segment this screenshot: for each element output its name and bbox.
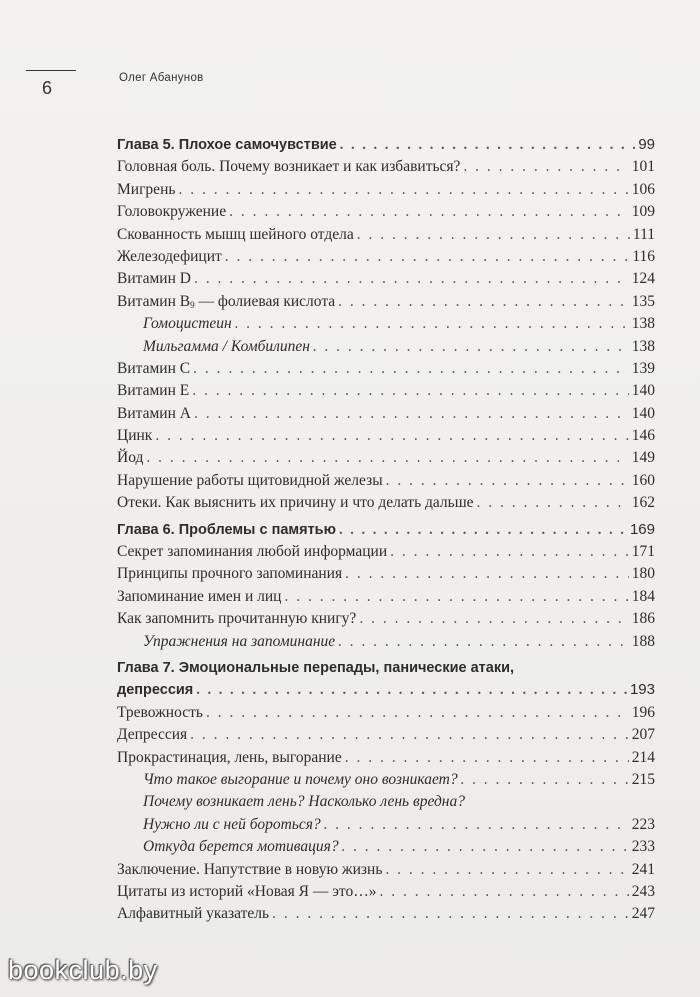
toc-entry-title: Секрет запоминания любой информации [117,543,388,561]
watermark-logo: bookclub.by [8,955,158,985]
dot-leader [190,724,629,746]
dot-leader [345,747,629,769]
running-head-author: Олег Абанунов [119,72,204,84]
toc-entry-page: 109 [631,203,655,221]
toc-entry-title: Витамин $B_9$ — фолиевая кислота [117,292,336,310]
dot-leader [357,224,630,246]
toc-entry-page: 138 [631,337,655,355]
toc-entry-page: 247 [631,905,655,923]
toc-entry-title: Скованность мышц шейного отдела [117,225,354,243]
toc-entry [117,859,655,881]
toc-entry-title: Йод [117,449,144,467]
toc-entry-title: Головная боль. Почему возникает и как избавиться? [117,158,461,176]
dot-leader [229,201,629,223]
toc-entry-page: 171 [631,543,655,561]
toc-entry-title: Цитаты из историй «Новая Я — это…» [117,882,377,900]
toc-entry [117,769,655,791]
toc-entry [117,492,655,514]
toc-entry [117,380,655,402]
toc-entry [117,268,655,290]
toc-entry-title: Откуда берется мотивация? [143,838,339,856]
toc-entry [117,631,655,653]
toc-entry [117,336,655,358]
toc-entry-page: 207 [631,726,655,744]
toc-entry-title: Прокрастинация, лень, выгорание [117,748,342,766]
toc-entry-title: Отеки. Как выяснить их причину и что делать дальше [117,494,474,512]
toc-entry-page: 193 [629,681,655,699]
toc-entry-title: Как запомнить прочитанную книгу? [117,610,357,628]
toc-entry-page: 101 [631,158,655,176]
dot-leader [340,134,636,156]
toc-entry [117,724,655,746]
dot-leader [313,336,629,358]
toc-entry-title: Что такое выгорание и почему оно возникает? [143,770,458,788]
toc-entry [117,836,655,858]
toc-entry-title: Упражнения на запоминание [143,632,336,650]
toc-entry [117,519,655,541]
page-number: 6 [42,78,53,98]
toc-entry [117,563,655,585]
dot-leader [192,380,629,402]
dot-leader [155,425,628,447]
toc-entry-page: 241 [631,860,655,878]
toc-entry [117,903,655,925]
toc-entry-title: Нужно ли с ней бороться? [143,815,321,833]
toc-entry-title: Почему возникает лень? Насколько лень вредна? [143,793,465,811]
toc-entry-title: Запоминание имен и лиц [117,587,282,605]
dot-leader [193,358,629,380]
toc-entry [117,246,655,268]
toc-entry-title: Нарушение работы щитовидной железы [117,471,383,489]
toc-entry-page: 149 [631,449,655,467]
dot-leader [338,631,629,653]
toc-entry-title: Железодефицит [117,247,222,265]
toc-entry-page: 146 [631,427,655,445]
toc-entry-page: 180 [631,565,655,583]
toc-entry [117,791,655,813]
toc-entry [117,470,655,492]
toc-entry-page: 188 [631,632,655,650]
toc-entry [117,586,655,608]
toc-entry [117,291,655,313]
toc-entry-page: 116 [632,247,655,265]
toc-entry-title: Глава 7. Эмоциональные перепады, панические атаки, [117,659,515,676]
dot-leader [342,836,629,858]
toc-entry [117,657,655,679]
toc-entry [117,447,655,469]
toc-entry-page: 196 [631,703,655,721]
dot-leader [461,769,629,791]
toc-entry-title: Гомоцистеин [143,315,232,333]
toc-entry [117,313,655,335]
toc-entry-title: Витамин D [117,270,191,288]
toc-entry-page: 140 [631,382,655,400]
toc-entry-title: Принципы прочного запоминания [117,565,343,583]
toc-entry-page: 160 [631,471,655,489]
toc-entry [117,814,655,836]
toc-entry-title: Мигрень [117,180,176,198]
dot-leader [194,403,629,425]
toc-entry-page: 215 [631,770,655,788]
toc-entry [117,747,655,769]
dot-leader [146,447,628,469]
toc-entry-page: 99 [638,136,655,153]
toc-entry-page: 233 [631,838,655,856]
toc-entry-page: 106 [631,180,655,198]
toc-entry-title: Глава 6. Проблемы с памятью [117,521,336,538]
toc-entry-page: 135 [631,292,655,310]
toc-entry-title: Тревожность [117,703,203,721]
dot-leader [324,814,629,836]
toc-entry [117,179,655,201]
dot-leader [386,470,629,492]
toc-entry-page: 140 [631,404,655,422]
toc-entry-page: 243 [631,882,655,900]
toc-entry-page: 124 [631,270,655,288]
toc-entry-title: Головокружение [117,203,227,221]
toc-entry [117,358,655,380]
toc-entry [117,403,655,425]
toc-entry [117,224,655,246]
dot-leader [463,156,628,178]
toc-entry-page: 162 [631,494,655,512]
dot-leader [345,563,629,585]
toc-entry-page: 169 [629,520,655,538]
dot-leader [272,903,629,925]
toc-entry-page: 138 [631,315,655,333]
toc-entry [117,201,655,223]
dot-leader [339,519,627,541]
toc-entry [117,156,655,178]
dot-leader [235,313,629,335]
toc-entry-title: Заключение. Напутствие в новую жизнь [117,860,383,878]
dot-leader [359,608,628,630]
dot-leader [194,268,629,290]
dot-leader [284,586,628,608]
toc-entry [117,541,655,563]
dot-leader [390,541,629,563]
toc-entry-page: 139 [631,359,655,377]
header-rule [26,70,76,71]
dot-leader [225,246,630,268]
toc-entry [117,881,655,903]
toc-entry-title: Мильгамма / Комбилипен [143,337,310,355]
dot-leader [178,179,628,201]
dot-leader [380,881,629,903]
toc-entry-page: 184 [631,587,655,605]
dot-leader [477,492,629,514]
dot-leader [196,679,627,701]
toc-entry [117,608,655,630]
toc-entry-page: 223 [631,815,655,833]
toc-entry-title: Витамин A [117,404,191,422]
toc-entry-title: Глава 5. Плохое самочувствие [117,137,337,153]
dot-leader [338,291,629,313]
dot-leader [385,859,628,881]
toc-entry-title: депрессия [117,682,194,699]
toc-entry [117,702,655,724]
toc-entry-title: Депрессия [117,726,188,744]
toc-entry-title: Алфавитный указатель [117,905,270,923]
toc-entry-page: 214 [631,748,655,766]
toc-entry-page: 111 [632,225,655,243]
table-of-contents [117,130,655,926]
toc-entry [117,679,655,701]
dot-leader [206,702,629,724]
toc-entry [117,134,655,156]
toc-entry-title: Цинк [117,427,153,445]
toc-entry-title: Витамин E [117,382,190,400]
toc-entry [117,425,655,447]
toc-entry-title: Витамин C [117,359,191,377]
toc-entry-page: 186 [631,610,655,628]
